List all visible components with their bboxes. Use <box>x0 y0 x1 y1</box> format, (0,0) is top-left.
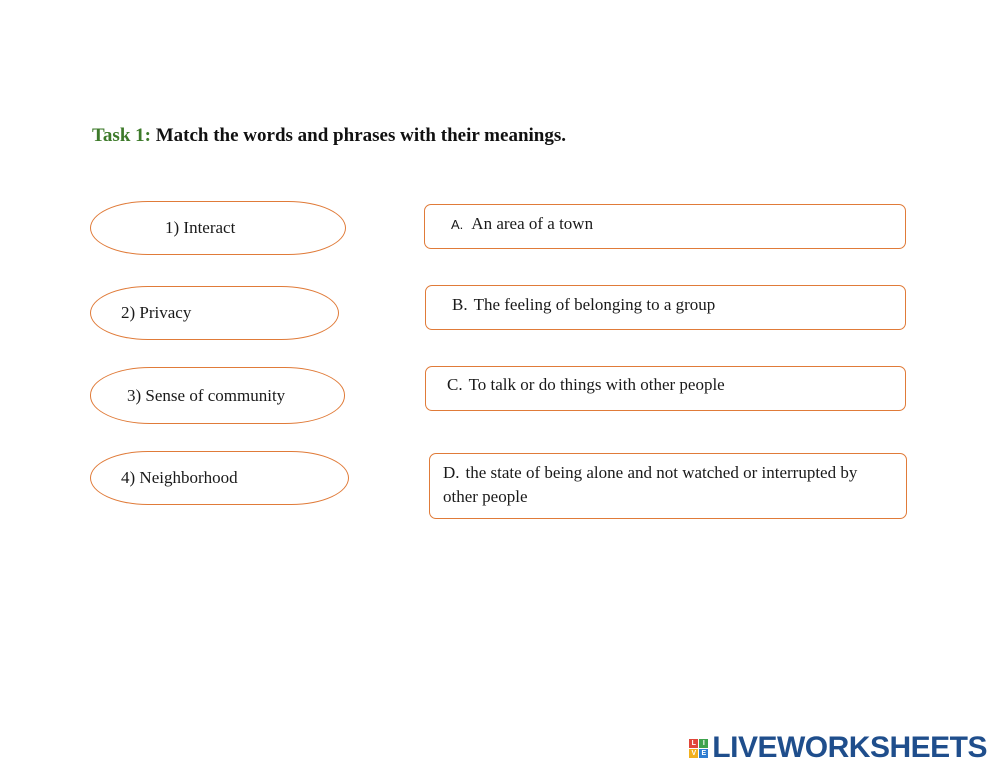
liveworksheets-logo-icon <box>689 739 708 758</box>
meaning-text: To talk or do things with other people <box>468 375 725 394</box>
logo-tile: V <box>689 749 698 758</box>
meaning-letter: B. <box>452 295 468 314</box>
meaning-box-c[interactable] <box>425 366 906 411</box>
meaning-letter: A. <box>451 217 464 232</box>
word-label: 4) Neighborhood <box>121 468 238 487</box>
logo-tile: L <box>689 739 698 748</box>
word-box-interact[interactable] <box>90 201 346 255</box>
word-label: 3) Sense of community <box>127 385 286 405</box>
word-box-neighborhood[interactable] <box>90 451 349 505</box>
brand-logo[interactable] <box>689 731 987 765</box>
meaning-box-d[interactable] <box>429 453 907 519</box>
task-label: Task 1: <box>92 125 151 146</box>
meaning-letter: C. <box>447 375 463 394</box>
word-box-sense-of-community[interactable] <box>90 367 345 424</box>
meaning-box-b[interactable] <box>425 285 906 330</box>
meaning-text: the state of being alone and not watched or interrupted by other people <box>443 463 858 506</box>
task-instruction: Match the words and phrases with their meanings. <box>155 125 566 146</box>
brand-name: LIVEWORKSHEETS <box>712 731 987 764</box>
meaning-text: An area of a town <box>471 214 594 233</box>
word-label: 1) Interact <box>165 218 236 237</box>
meaning-letter: D. <box>443 463 460 482</box>
task-title <box>92 125 566 147</box>
word-box-privacy[interactable] <box>90 286 339 340</box>
logo-tile: E <box>699 749 708 758</box>
word-label: 2) Privacy <box>121 303 192 322</box>
meaning-text: The feeling of belonging to a group <box>473 295 716 314</box>
meaning-box-a[interactable] <box>424 204 906 249</box>
logo-tile: I <box>699 739 708 748</box>
